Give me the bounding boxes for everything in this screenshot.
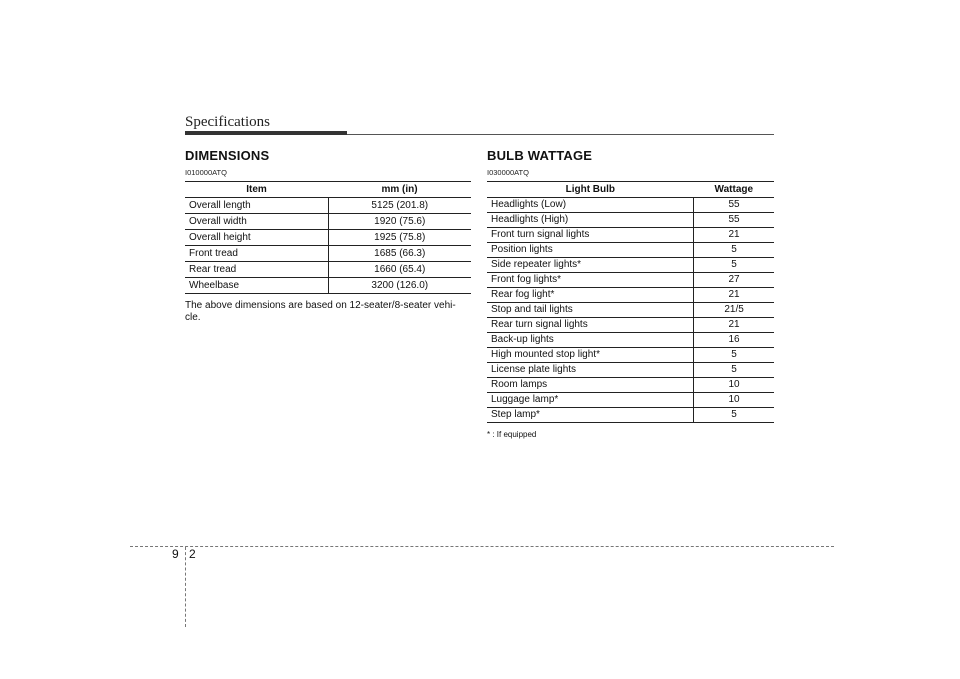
- row-value: 1685 (66.3): [328, 246, 471, 262]
- page-number: 2: [189, 547, 196, 561]
- table-row: [487, 273, 774, 288]
- row-value: 5: [694, 408, 774, 423]
- column-header-item: Item: [185, 182, 328, 198]
- row-value: 1925 (75.8): [328, 230, 471, 246]
- row-label: Front fog lights*: [487, 273, 694, 288]
- row-label: Step lamp*: [487, 408, 694, 423]
- row-label: Stop and tail lights: [487, 303, 694, 318]
- table-row: [487, 393, 774, 408]
- row-value: 1920 (75.6): [328, 214, 471, 230]
- table-row: [185, 262, 471, 278]
- header-rule-thick: [185, 131, 347, 135]
- table-header-row: [487, 182, 774, 198]
- dimensions-title: DIMENSIONS: [185, 148, 270, 163]
- table-row: [487, 228, 774, 243]
- footnote: * : If equipped: [487, 430, 537, 439]
- row-value: 55: [694, 198, 774, 213]
- dimensions-code: I010000ATQ: [185, 168, 227, 177]
- row-label: Headlights (Low): [487, 198, 694, 213]
- row-label: Room lamps: [487, 378, 694, 393]
- row-value: 1660 (65.4): [328, 262, 471, 278]
- footer-dashed-line: [130, 546, 834, 547]
- dimensions-table: [185, 181, 471, 294]
- row-label: Back-up lights: [487, 333, 694, 348]
- row-value: 5125 (201.8): [328, 198, 471, 214]
- row-label: Rear tread: [185, 262, 328, 278]
- table-row: [487, 378, 774, 393]
- table-row: [185, 198, 471, 214]
- row-value: 21: [694, 318, 774, 333]
- row-value: 16: [694, 333, 774, 348]
- row-label: License plate lights: [487, 363, 694, 378]
- table-row: [185, 230, 471, 246]
- column-header-light-bulb: Light Bulb: [487, 182, 694, 198]
- row-value: 3200 (126.0): [328, 278, 471, 294]
- table-row: [487, 348, 774, 363]
- row-value: 5: [694, 363, 774, 378]
- table-row: [487, 243, 774, 258]
- row-value: 10: [694, 378, 774, 393]
- bulb-wattage-code: I030000ATQ: [487, 168, 529, 177]
- table-row: [487, 363, 774, 378]
- row-label: High mounted stop light*: [487, 348, 694, 363]
- row-value: 10: [694, 393, 774, 408]
- table-row: [487, 333, 774, 348]
- table-row: [487, 258, 774, 273]
- row-label: Front turn signal lights: [487, 228, 694, 243]
- row-value: 21: [694, 228, 774, 243]
- row-label: Front tread: [185, 246, 328, 262]
- chapter-number: 9: [172, 547, 179, 561]
- row-label: Headlights (High): [487, 213, 694, 228]
- row-value: 5: [694, 258, 774, 273]
- row-value: 21/5: [694, 303, 774, 318]
- row-value: 21: [694, 288, 774, 303]
- table-row: [185, 278, 471, 294]
- table-row: [487, 213, 774, 228]
- dimensions-note-line2: cle.: [185, 312, 201, 323]
- footer-vertical-dashed-line: [185, 547, 186, 627]
- row-value: 27: [694, 273, 774, 288]
- row-label: Rear fog light*: [487, 288, 694, 303]
- table-row: [487, 288, 774, 303]
- row-label: Luggage lamp*: [487, 393, 694, 408]
- row-label: Overall width: [185, 214, 328, 230]
- dimensions-note: [185, 300, 471, 324]
- page-header-title: Specifications: [185, 114, 270, 130]
- table-row: [487, 318, 774, 333]
- bulb-wattage-table: [487, 181, 774, 423]
- row-label: Rear turn signal lights: [487, 318, 694, 333]
- row-label: Overall height: [185, 230, 328, 246]
- bulb-wattage-title: BULB WATTAGE: [487, 148, 593, 163]
- header-rule-thin: [347, 134, 774, 135]
- row-label: Overall length: [185, 198, 328, 214]
- row-label: Position lights: [487, 243, 694, 258]
- row-value: 5: [694, 243, 774, 258]
- column-header-wattage: Wattage: [694, 182, 774, 198]
- table-row: [487, 408, 774, 423]
- row-value: 5: [694, 348, 774, 363]
- table-row: [185, 214, 471, 230]
- table-row: [487, 303, 774, 318]
- row-label: Side repeater lights*: [487, 258, 694, 273]
- table-header-row: [185, 182, 471, 198]
- row-label: Wheelbase: [185, 278, 328, 294]
- table-row: [487, 198, 774, 213]
- table-row: [185, 246, 471, 262]
- column-header-mm: mm (in): [328, 182, 471, 198]
- dimensions-note-line1: The above dimensions are based on 12-seater/8-seater vehi-: [185, 300, 456, 311]
- row-value: 55: [694, 213, 774, 228]
